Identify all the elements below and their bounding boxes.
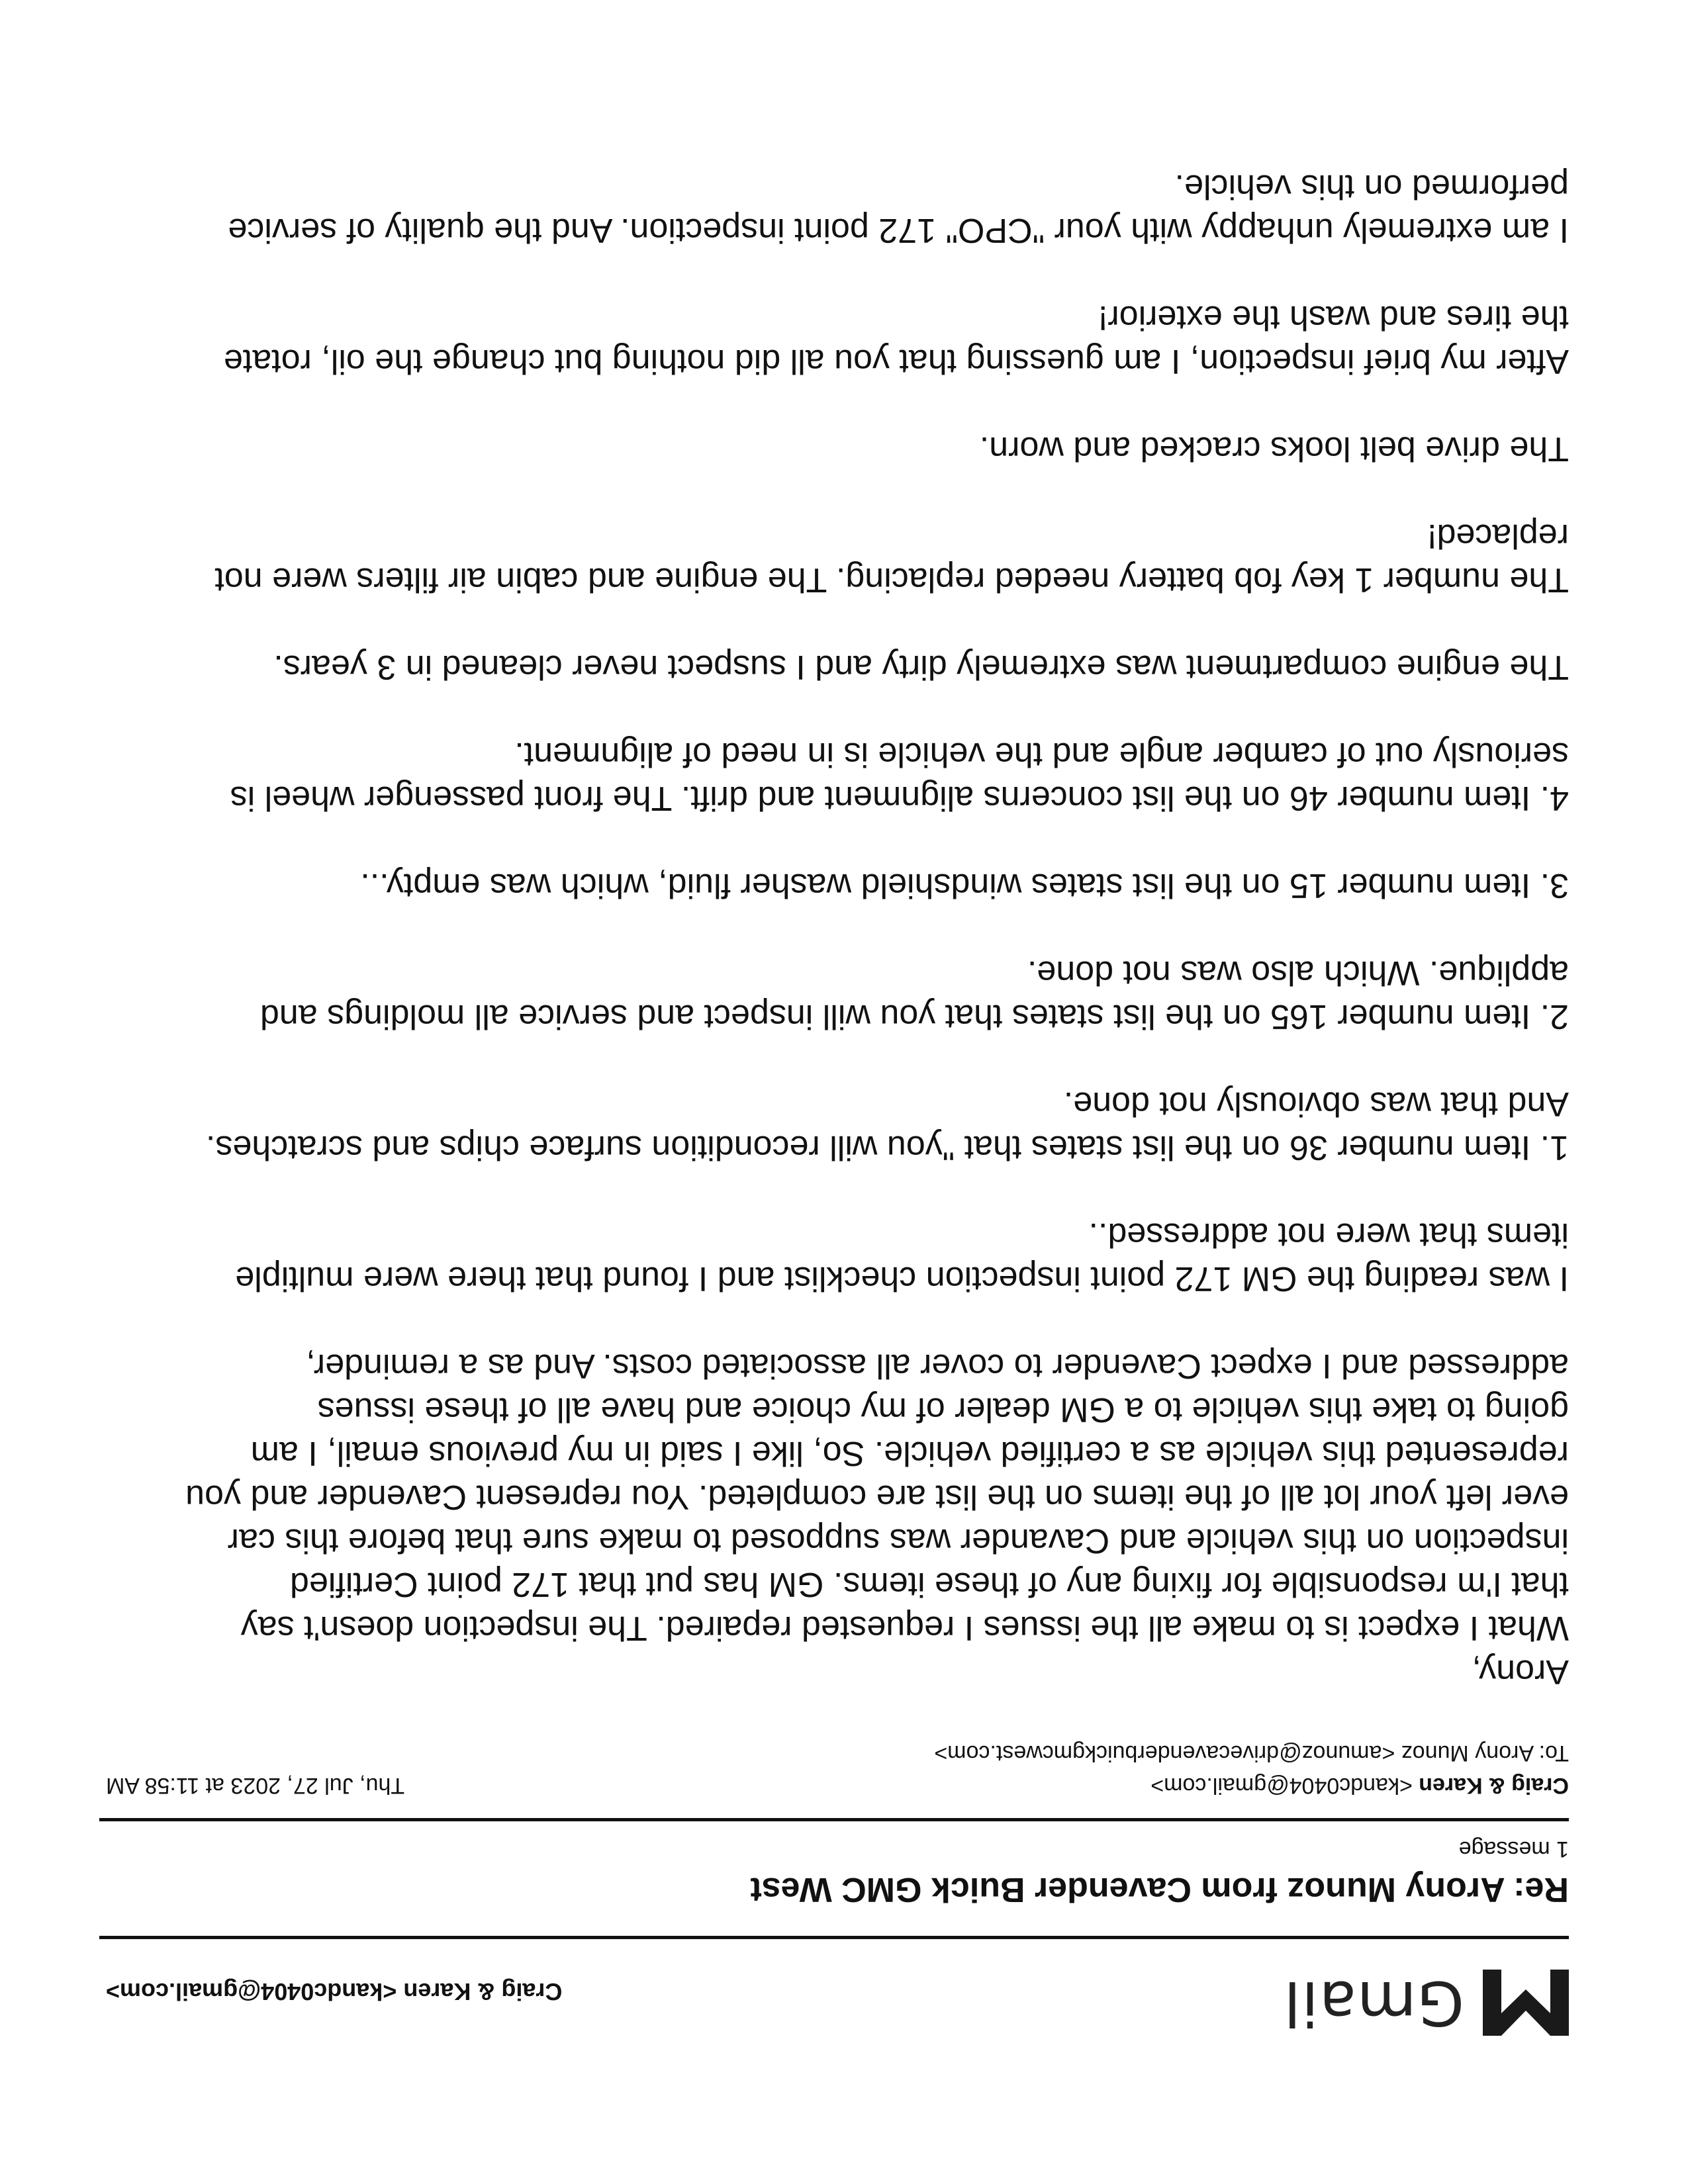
body-paragraph: The number 1 key fob battery needed replacing. The engine and cabin air filters were not replaced! [214, 517, 1569, 599]
body-paragraph: After my brief inspection, I am guessing that you all did nothing but change the oil, rotate the tires and wash the exterior! [223, 298, 1569, 381]
page-content [99, 121, 1569, 2052]
body-paragraph: The drive belt looks cracked and worn. [979, 430, 1569, 468]
account-label: Craig & Karen <kandc0404@gmail.com> [106, 1978, 563, 2005]
gmail-m-icon [1483, 1970, 1569, 2036]
sender-email: <kandc0404@gmail.com> [1150, 1773, 1413, 1798]
thread-subject: Re: Arony Munoz from Cavender Buick GMC West [750, 1870, 1569, 1909]
subject-divider [99, 1818, 1569, 1821]
greeting: Arony, [1472, 1653, 1569, 1691]
sender-name: Craig & Karen [1419, 1773, 1569, 1798]
body-paragraph: What I expect is to make all the issues I requested repaired. The inspection doesn't say that I'm responsible for fixing any of these items. GM has put that 172 point Certified inspection on this vehicle and Cavander was supposed to make sure that before this car ever left your lot all of the items on the list are completed. You represent Cavender and you represented this vehicle as a certified vehicle. So, like I said in my previous email, I am going to take this vehicle to a GM dealer of my choice and have all of these issues addressed and I expect Cavender to cover all associated costs. And as a reminder, [185, 1347, 1569, 1647]
body-paragraph: I was reading the GM 172 point inspection checklist and I found that there were multiple items that were not addressed.. [235, 1216, 1569, 1298]
print-header [99, 1939, 1569, 2052]
gmail-logo [1284, 1968, 1569, 2038]
message-meta [99, 1725, 1569, 1798]
list-item: 3. Item number 15 on the list states windshield washer fluid, which was empty... [360, 866, 1569, 905]
message-date: Thu, Jul 27, 2023 at 11:58 AM [106, 1773, 405, 1798]
body-paragraph: The engine compartment was extremely dirty and I suspect never cleaned in 3 years. [273, 648, 1569, 686]
message-body [179, 165, 1569, 1694]
body-paragraph: I am extremely unhappy with your "CPO" 172 point inspection. And the quality of service performed on this vehicle. [228, 167, 1569, 250]
gmail-wordmark: Gmail [1283, 1968, 1464, 2038]
list-item: 4. Item number 46 on the list concerns alignment and drift. The front passenger wheel is seriously out of camber angle and the vehicle is in need of alignment. [230, 735, 1569, 817]
list-item: 2. Item number 165 on the list states that you will inspect and service all moldings and applique. Which also was not done. [259, 954, 1569, 1036]
message-count: 1 message [1458, 1837, 1569, 1862]
list-item: 1. Item number 36 on the list states that "you will recondition surface chips and scratches. And that was obviously not done. [205, 1085, 1569, 1167]
recipient: To: Arony Munoz <amunoz@drivecavenderbuickgmcwest.com> [934, 1741, 1569, 1766]
